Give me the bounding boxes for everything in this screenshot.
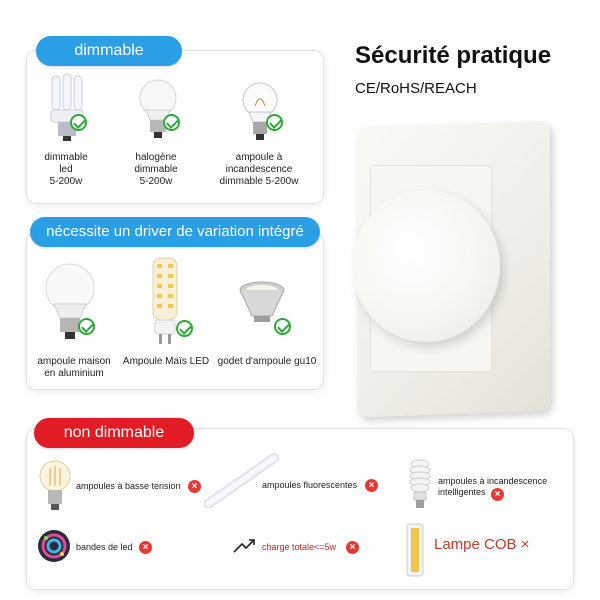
led-strip-icon bbox=[36, 528, 72, 564]
cross-icon: × bbox=[365, 479, 378, 492]
check-icon bbox=[274, 318, 291, 335]
driver-item-1-label: ampoule maison en aluminium bbox=[37, 356, 111, 379]
non-dimmable-item-2-label: ampoules fluorescentes bbox=[262, 480, 358, 490]
check-icon bbox=[70, 114, 87, 131]
non-dimmable-item-6-label: Lampe COB × bbox=[434, 536, 530, 553]
corn-led-bulb-icon bbox=[148, 254, 182, 348]
dimmable-header: dimmable bbox=[36, 36, 182, 66]
cross-icon: × bbox=[139, 541, 152, 554]
load-icon bbox=[232, 538, 256, 554]
check-icon bbox=[163, 114, 180, 131]
driver-header: nécessite un driver de variation intégré bbox=[30, 217, 320, 247]
cross-icon: × bbox=[491, 488, 504, 501]
dimmable-item-1-label: dimmable led 5-200w bbox=[44, 152, 88, 187]
check-icon bbox=[176, 320, 193, 337]
incandescent-bulb-icon bbox=[238, 80, 282, 142]
led-tube-bulb-icon bbox=[46, 72, 88, 142]
non-dimmable-item-5-label: charge totale<=5w bbox=[262, 542, 337, 552]
non-dimmable-header: non dimmable bbox=[34, 418, 194, 448]
driver-item-2-label: Ampoule Maïs LED bbox=[122, 356, 210, 367]
dimmable-item-3-label: ampoule à incandescence dimmable 5-200w bbox=[219, 152, 299, 187]
spiral-bulb-icon bbox=[406, 458, 434, 510]
non-dimmable-item-1-label: ampoules à basse tension bbox=[76, 481, 181, 491]
check-icon bbox=[78, 318, 95, 335]
cob-lamp-icon bbox=[404, 522, 426, 580]
product-title: Sécurité pratique bbox=[355, 42, 552, 69]
certifications: CE/RoHS/REACH bbox=[355, 80, 477, 97]
dimmable-item-2-label: halogène dimmable 5-200w bbox=[134, 152, 178, 187]
dimmer-knob bbox=[352, 190, 500, 342]
non-dimmable-panel bbox=[26, 428, 574, 590]
driver-item-3-label: godet d'ampoule gu10 bbox=[217, 356, 317, 367]
check-icon bbox=[266, 114, 283, 131]
non-dimmable-item-4-label: bandes de led bbox=[76, 542, 133, 552]
cross-icon: × bbox=[346, 541, 359, 554]
cross-icon: × bbox=[188, 480, 201, 493]
non-dimmable-item-3-label: ampoules à incandescence intelligentes bbox=[438, 476, 548, 497]
filament-bulb-icon bbox=[38, 458, 72, 514]
